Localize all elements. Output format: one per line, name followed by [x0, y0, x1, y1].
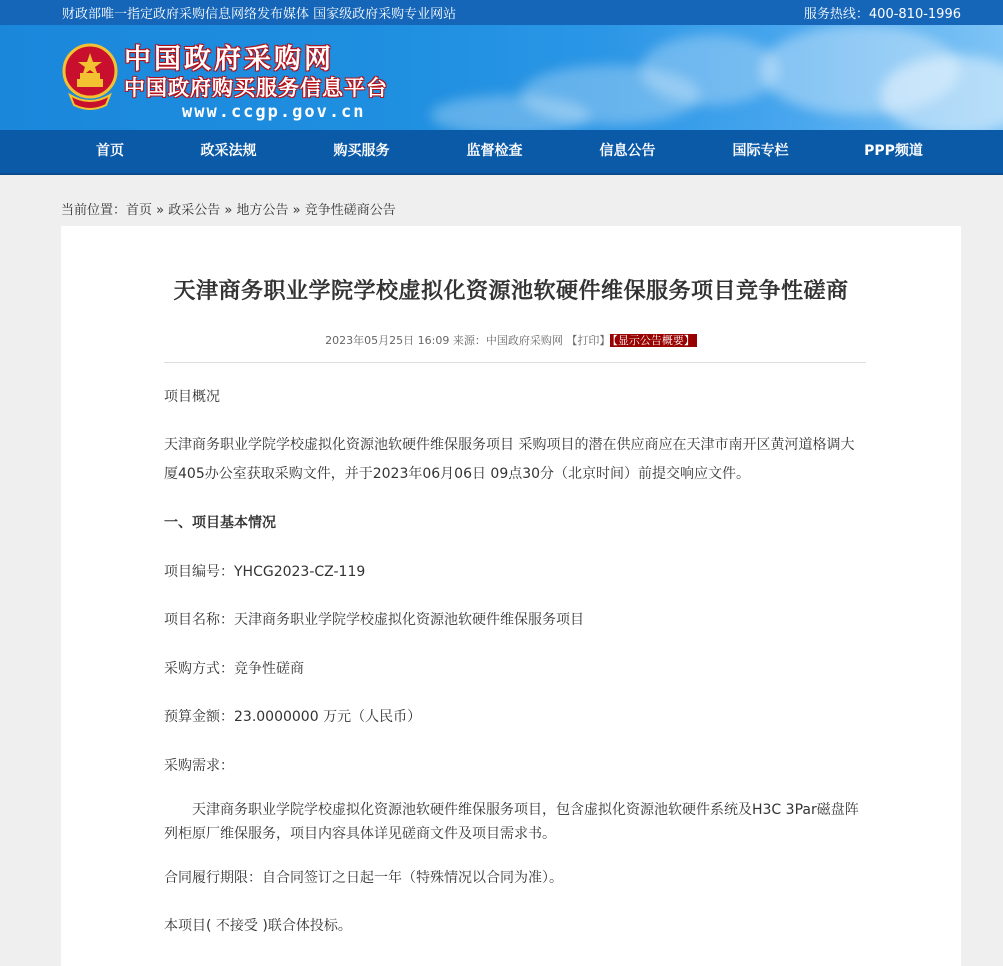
site-banner — [0, 25, 1003, 130]
article-source-link[interactable]: 中国政府采购网 — [485, 334, 563, 347]
breadcrumb-prefix: 当前位置： — [61, 203, 127, 218]
nav-regulations[interactable]: 政采法规 — [200, 143, 257, 159]
breadcrumb-sep: » — [288, 203, 305, 218]
breadcrumb-home[interactable]: 首页 — [126, 203, 153, 218]
requirements-label: 采购需求： — [164, 758, 234, 774]
procurement-method: 采购方式：竞争性磋商 — [164, 661, 304, 677]
brand-title: 中国政府采购网 — [124, 44, 334, 75]
brand-logo[interactable] — [124, 45, 388, 123]
top-info-bar — [0, 0, 1003, 25]
print-link[interactable]: 【打印】 — [566, 334, 611, 347]
article-title: 天津商务职业学院学校虚拟化资源池软硬件维保服务项目竞争性磋商 — [173, 279, 849, 304]
consortium-note: 本项目( 不接受 )联合体投标。 — [164, 918, 352, 934]
nav-announcements[interactable]: 信息公告 — [599, 143, 656, 159]
article-card — [61, 226, 961, 966]
breadcrumb-sep: » — [220, 203, 237, 218]
overview-label: 项目概况 — [164, 389, 220, 405]
section-heading-basic: 一、项目基本情况 — [164, 515, 276, 531]
breadcrumb-local-notices[interactable]: 地方公告 — [236, 203, 289, 218]
breadcrumb — [0, 175, 1003, 227]
intro-paragraph: 天津商务职业学院学校虚拟化资源池软硬件维保服务项目 采购项目的潜在供应商应在天津市南开区黄河道格调大厦405办公室获取采购文件，并于2023年06月06日 09点30分（北京时间）前提交响应文件。 — [164, 437, 855, 482]
top-info-left: 财政部唯一指定政府采购信息网络发布媒体 国家级政府采购专业网站 — [62, 7, 457, 22]
nav-purchase-services[interactable]: 购买服务 — [333, 143, 390, 159]
breadcrumb-competitive-negotiation[interactable]: 竞争性磋商公告 — [304, 203, 396, 218]
brand-subtitle: 中国政府购买服务信息平台 — [124, 76, 388, 100]
contract-period: 合同履行期限：自合同签订之日起一年（特殊情况以合同为准）。 — [164, 870, 563, 886]
budget-amount: 预算金额：23.0000000 万元（人民币） — [164, 709, 422, 725]
article-meta — [61, 332, 961, 348]
nav-home[interactable]: 首页 — [96, 143, 124, 159]
service-hotline: 服务热线：400-810-1996 — [803, 7, 961, 22]
breadcrumb-sep: » — [152, 203, 169, 218]
project-code: 项目编号：YHCG2023-CZ-119 — [164, 564, 366, 580]
breadcrumb-procurement-notices[interactable]: 政采公告 — [168, 203, 221, 218]
nav-international[interactable]: 国际专栏 — [732, 143, 789, 159]
project-name: 项目名称：天津商务职业学院学校虚拟化资源池软硬件维保服务项目 — [164, 612, 584, 628]
requirements-text: 天津商务职业学院学校虚拟化资源池软硬件维保服务项目，包含虚拟化资源池软硬件系统及H3C 3Par磁盘阵列柜原厂维保服务，项目内容具体详见磋商文件及项目需求书。 — [164, 802, 859, 842]
main-nav — [0, 130, 1003, 175]
brand-url: www.ccgp.gov.cn — [182, 102, 366, 122]
nav-supervision[interactable]: 监督检查 — [466, 143, 523, 159]
article-date: 2023年05月25日 16:09 来源： — [325, 334, 486, 347]
national-emblem-icon — [62, 43, 118, 113]
title-divider — [164, 362, 866, 363]
show-summary-button[interactable]: 【显示公告概要】 — [612, 334, 695, 347]
nav-ppp[interactable]: PPP频道 — [864, 143, 923, 159]
